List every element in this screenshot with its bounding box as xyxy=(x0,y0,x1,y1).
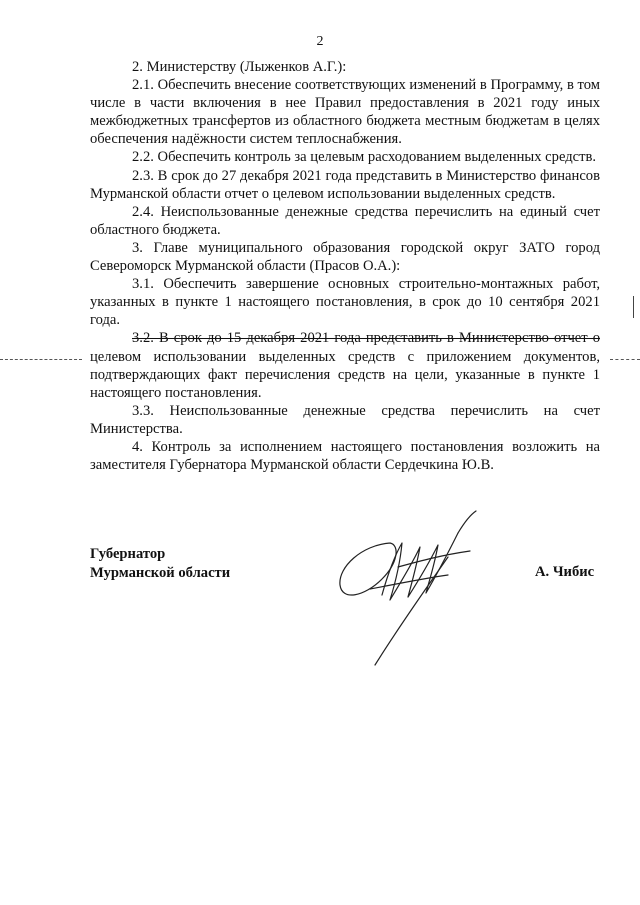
paragraph-2: 2. Министерству (Лыженков А.Г.): xyxy=(132,59,347,75)
paragraph-2-1: 2.1. Обеспечить внесение соответствующих изменений в Программу, в том числе в части включения в нее Правил предоставления в 2021 году иных межбюджетных трансфертов из областного бюджета местным бюджетам в целях обеспечения надёжности систем теплоснабжения. xyxy=(90,77,600,148)
signer-block xyxy=(90,545,230,583)
paragraph-2-2: 2.2. Обеспечить контроль за целевым расходованием выделенных средств. xyxy=(132,149,597,166)
paragraph-3-2-rest: целевом использовании выделенных средств с приложением документов, подтверждающих факт перечисления средств на цели, указанные в пункте 1 настоящего постановления. xyxy=(90,348,600,401)
paragraph-2-3: 2.3. В срок до 27 декабря 2021 года представить в Министерство финансов Мурманской области отчет о целевом использовании выделенных средств. xyxy=(90,167,600,202)
cut-line-left xyxy=(0,359,82,360)
paragraph-3: 3. Главе муниципального образования городской округ ЗАТО город Североморск Мурманской области (Прасов О.А.): xyxy=(90,239,600,275)
signer-title-line1: Губернатор xyxy=(90,546,166,562)
cut-line-right xyxy=(610,359,640,360)
document-body xyxy=(90,58,600,474)
margin-mark xyxy=(633,296,634,318)
paragraph-4: 4. Контроль за исполнением настоящего постановления возложить на заместителя Губернатора Мурманской области Сердечкина Ю.В. xyxy=(90,438,600,474)
signer-title-line2: Мурманской области xyxy=(90,565,231,581)
struck-text: 3.2. В срок до 15 декабря 2021 года представить в Министерство отчет о xyxy=(132,330,600,347)
paragraph-3-3: 3.3. Неиспользованные денежные средства перечислить на счет Министерства. xyxy=(90,402,600,437)
paragraph-2-4: 2.4. Неиспользованные денежные средства перечислить на единый счет областного бюджета. xyxy=(90,203,600,238)
page-number: 2 xyxy=(316,34,324,49)
paragraph-3-1: 3.1. Обеспечить завершение основных строительно-монтажных работ, указанных в пункте 1 настоящего постановления, в срок до 10 сентября 2021 года. xyxy=(90,276,600,329)
paragraph-3-2 xyxy=(90,329,600,401)
handwritten-signature xyxy=(330,505,490,670)
signer-name: А. Чибис xyxy=(535,564,595,580)
